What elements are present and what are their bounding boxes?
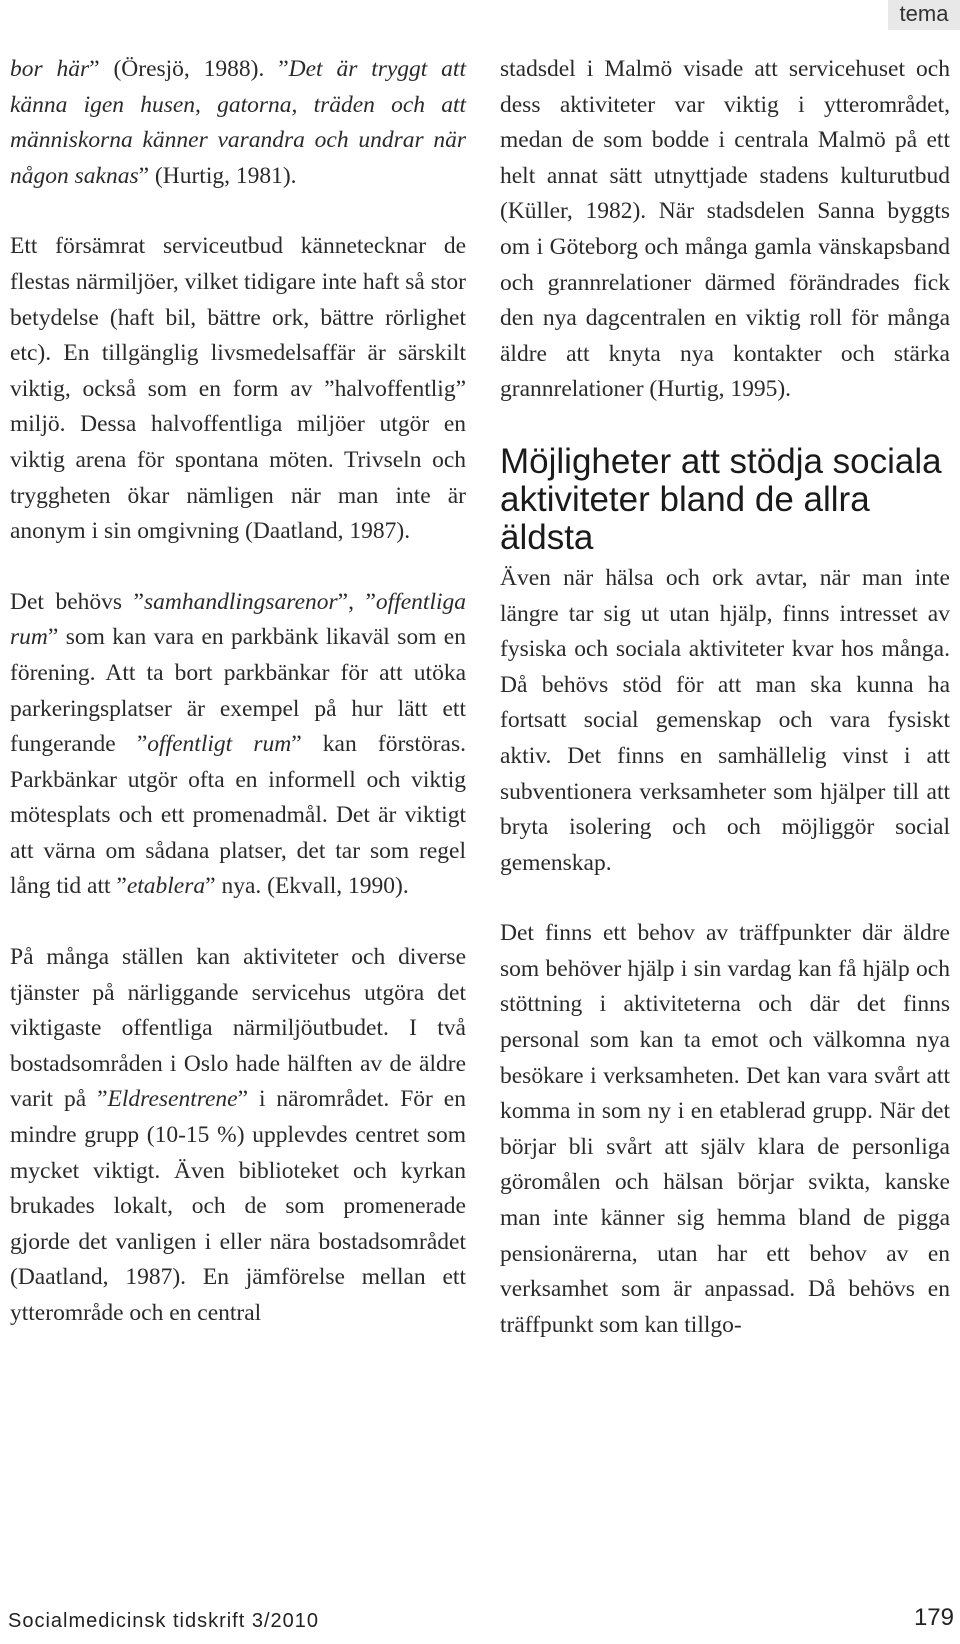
- paragraph: [10, 585, 466, 905]
- text-run: ”, ”: [337, 588, 376, 615]
- journal-footer: Socialmedicinsk tidskrift 3/2010: [8, 1610, 320, 1632]
- text-run: Det behövs ”: [10, 588, 144, 615]
- quote-italic: bor här: [10, 56, 90, 82]
- left-column: [10, 52, 466, 1332]
- paragraph: [10, 52, 466, 194]
- text-run: ” (Hurtig, 1981).: [138, 162, 297, 189]
- term-italic: offentligt rum: [147, 731, 292, 758]
- right-column: [500, 52, 950, 1343]
- paragraph: [10, 940, 466, 1332]
- term-italic: offentliga rum: [10, 588, 466, 651]
- term-italic: etablera: [126, 873, 206, 900]
- term-italic: samhandlingsarenor: [143, 588, 338, 615]
- text-run: ” (Öresjö, 1988). ”: [89, 56, 289, 82]
- text-run: ” nya. (Ekvall, 1990).: [205, 873, 409, 900]
- paragraph: Ett försämrat serviceutbud kännetecknar de flestas närmiljöer, vilket tidigare inte haft så stor betydelse (haft bil, bättre ork, bättre rörlighet etc). En tillgänglig livsmedelsaffär är särskilt viktig, också som en form av ”halvoffentlig” miljö. Dessa halvoffentliga miljöer utgör en viktig arena för spontana möten. Trivseln och tryggheten ökar nämligen när man inte är anonym i sin omgivning (Daatland, 1987).: [10, 233, 466, 545]
- text-run: ” i närområdet. För en mindre grupp (10-15 %) upplevdes centret som mycket viktigt. Även biblioteket och kyrkan brukades lokalt, och de som promenerade gjorde det vanligen i eller nära bostadsområdet (Daatland, 1987). En jämförelse mellan ett ytterområde och en central: [10, 1086, 466, 1326]
- page-number: 179: [913, 1604, 954, 1631]
- paragraph: Även när hälsa och ork avtar, när man inte längre tar sig ut utan hjälp, finns intresset av fysiska och sociala aktiviteter kvar hos många. Då behövs stöd för att man ska kunna ha fortsatt social gemenskap och vara fysiskt aktiv. Det finns en samhällelig vinst i att subventionera verksamheter som hjälper till att bryta isolering och och möjliggör social gemenskap.: [500, 564, 950, 876]
- quote-italic: Det är tryggt att känna igen husen, gatorna, träden och att människorna känner varandra och undrar när någon saknas: [10, 56, 466, 189]
- paragraph: stadsdel i Malmö visade att servicehuset och dess aktiviteter var viktig i ytterområdet, medan de som bodde i centrala Malmö på ett helt annat sätt utnyttjade stadens kulturutbud (Küller, 1982). När stadsdelen Sanna byggts om i Göteborg och många gamla vänskapsband och grannrelationer därmed förändrades fick den nya dagcentralen en viktig roll för många äldre att knyta nya kontakter och stärka grannrelationer (Hurtig, 1995).: [500, 56, 950, 403]
- paragraph: Det finns ett behov av träffpunkter där äldre som behöver hjälp i sin vardag kan få hjälp och stöttning i aktiviteterna och där det finns personal som kan ta emot och välkomna nya besökare i verksamheten. Det kan vara svårt att komma in som ny i en etablerad grupp. När det börjar bli svårt att själv klara de personliga göromålen och hälsan börjar svikta, kanske man inte känner sig hemma bland de pigga pensionärerna, utan har ett behov av en verksamhet som är anpassad. Då behövs en träffpunkt som kan tillgo-: [500, 920, 950, 1338]
- section-tag: tema: [888, 0, 960, 30]
- term-italic: Eldresentrene: [107, 1086, 238, 1113]
- text-run: På många ställen kan aktiviteter och diverse tjänster på närliggande servicehus utgöra det viktigaste offentliga närmiljöutbudet. I två bostadsområden i Oslo hade hälften av de äldre varit på ”: [10, 944, 466, 1113]
- section-heading: Möjligheter att stödja sociala aktiviteter bland de allra äldsta: [500, 441, 942, 557]
- text-run: ” som kan vara en parkbänk likaväl som en förening. Att ta bort parkbänkar för att utöka parkeringsplatser är exempel på hur lätt ett fungerande ”: [10, 624, 466, 758]
- text-run: ” kan förstöras. Parkbänkar utgör ofta en informell och viktig mötesplats och ett promenadmål. Det är viktigt att värna om sådana platser, det tar som regel lång tid att ”: [10, 731, 466, 900]
